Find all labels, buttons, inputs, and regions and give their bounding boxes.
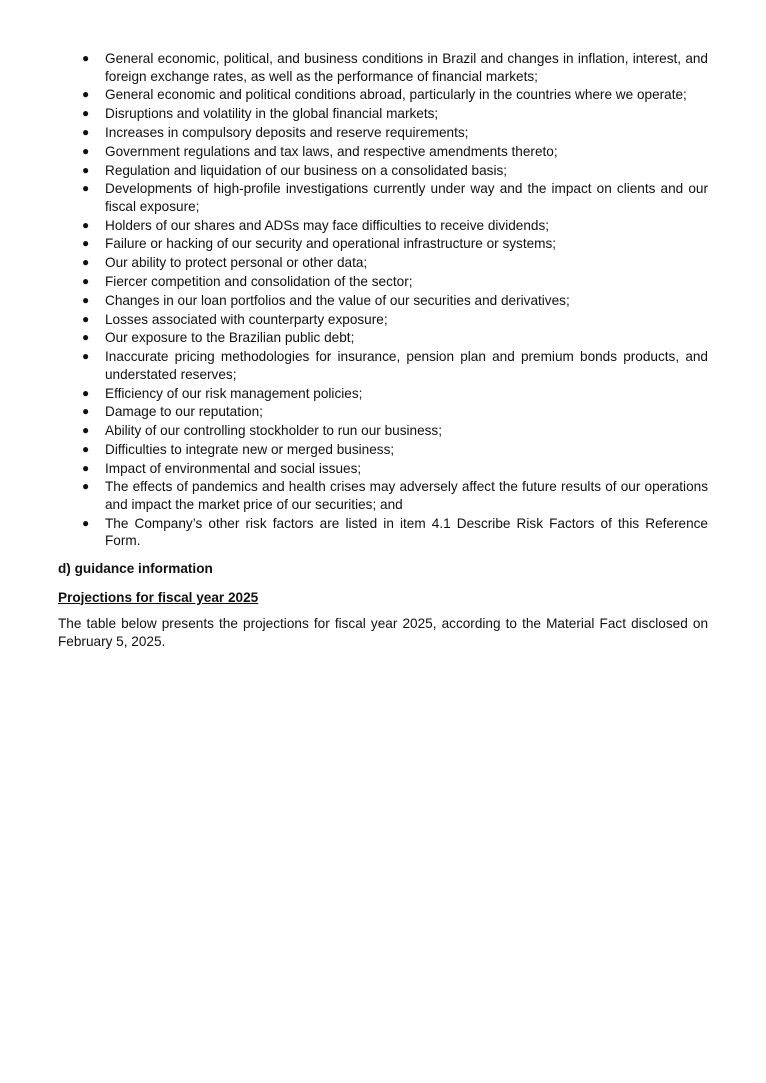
- list-item-text: General economic, political, and business conditions in Brazil and changes in inflation, interest, and foreign exchange rates, as well as the performance of financial markets;: [105, 51, 708, 84]
- list-item: [58, 292, 708, 310]
- bullet-icon: ●: [82, 236, 90, 251]
- bullet-icon: ●: [82, 274, 90, 288]
- bullet-icon: ●: [82, 311, 90, 326]
- list-item: [58, 403, 708, 421]
- list-item: [58, 217, 708, 235]
- list-item-text: Impact of environmental and social issues;: [105, 460, 362, 476]
- list-item: [58, 105, 708, 123]
- list-item-text: Changes in our loan portfolios and the value of our securities and derivatives;: [105, 292, 570, 308]
- list-item-text: Damage to our reputation;: [105, 404, 263, 420]
- list-item: [58, 50, 708, 85]
- bullet-icon: ●: [82, 162, 90, 177]
- list-item: [58, 329, 708, 347]
- bullet-icon: ●: [82, 479, 90, 494]
- list-item-text: Developments of high-profile investigations currently under way and the impact on clients and our fiscal exposure;: [105, 181, 708, 214]
- bullet-icon: ●: [82, 87, 90, 102]
- list-item-text: Government regulations and tax laws, and respective amendments thereto;: [105, 143, 558, 159]
- bullet-icon: ●: [82, 217, 90, 232]
- list-item: [58, 348, 708, 383]
- bullet-icon: ●: [82, 515, 90, 530]
- risk-factors-list: [58, 50, 708, 550]
- bullet-icon: ●: [82, 181, 90, 196]
- list-item-text: Our exposure to the Brazilian public debt;: [105, 330, 355, 346]
- list-item-text: Losses associated with counterparty exposure;: [105, 311, 388, 327]
- list-item-text: Efficiency of our risk management policies;: [105, 385, 363, 401]
- section-heading: d) guidance information: [58, 560, 213, 576]
- list-item: [58, 86, 708, 104]
- bullet-icon: ●: [82, 106, 90, 121]
- list-item-text: The Company’s other risk factors are listed in item 4.1 Describe Risk Factors of this Reference Form.: [105, 515, 708, 549]
- list-item: [58, 460, 708, 478]
- list-item: [58, 162, 708, 180]
- bullet-icon: ●: [82, 330, 90, 345]
- list-item: [58, 235, 708, 253]
- list-item: [58, 124, 708, 142]
- list-item: [58, 180, 708, 215]
- list-item-text: Disruptions and volatility in the global financial markets;: [105, 106, 439, 122]
- bullet-icon: ●: [82, 124, 90, 139]
- list-item-text: Regulation and liquidation of our business on a consolidated basis;: [105, 162, 508, 178]
- bullet-icon: ●: [82, 143, 90, 158]
- list-item-text: Our ability to protect personal or other data;: [105, 255, 368, 271]
- list-item: [58, 441, 708, 459]
- list-item: [58, 143, 708, 161]
- bullet-icon: ●: [82, 423, 90, 438]
- list-item-text: Holders of our shares and ADSs may face difficulties to receive dividends;: [105, 217, 550, 233]
- list-item: [58, 422, 708, 440]
- list-item-text: Fiercer competition and consolidation of the sector;: [105, 274, 413, 289]
- list-item-text: Inaccurate pricing methodologies for insurance, pension plan and premium bonds products, and understated reserves;: [105, 349, 708, 382]
- list-item: [58, 311, 708, 329]
- list-item: [58, 385, 708, 403]
- list-item-text: General economic and political conditions abroad, particularly in the countries where we operate;: [105, 87, 687, 103]
- list-item: [58, 273, 708, 291]
- list-item: [58, 478, 708, 513]
- document-page: [58, 50, 708, 650]
- bullet-icon: ●: [82, 51, 90, 65]
- list-item-text: Increases in compulsory deposits and reserve requirements;: [105, 124, 469, 140]
- bullet-icon: ●: [82, 292, 90, 307]
- projections-heading: Projections for fiscal year 2025: [58, 589, 259, 605]
- bullet-icon: ●: [82, 349, 90, 364]
- bullet-icon: ●: [82, 460, 90, 475]
- bullet-icon: ●: [82, 404, 90, 419]
- bullet-icon: ●: [82, 255, 90, 270]
- list-item: [58, 515, 708, 550]
- list-item-text: Failure or hacking of our security and operational infrastructure or systems;: [105, 236, 557, 252]
- projections-paragraph: The table below presents the projections for fiscal year 2025, according to the Material Fact disclosed on February 5, 2025.: [58, 616, 708, 649]
- list-item-text: Difficulties to integrate new or merged business;: [105, 441, 395, 457]
- list-item-text: The effects of pandemics and health crises may adversely affect the future results of our operations and impact the market price of our securities; and: [105, 479, 708, 512]
- list-item: [58, 254, 708, 272]
- list-item-text: Ability of our controlling stockholder to run our business;: [105, 423, 442, 439]
- bullet-icon: ●: [82, 441, 90, 456]
- bullet-icon: ●: [82, 385, 90, 400]
